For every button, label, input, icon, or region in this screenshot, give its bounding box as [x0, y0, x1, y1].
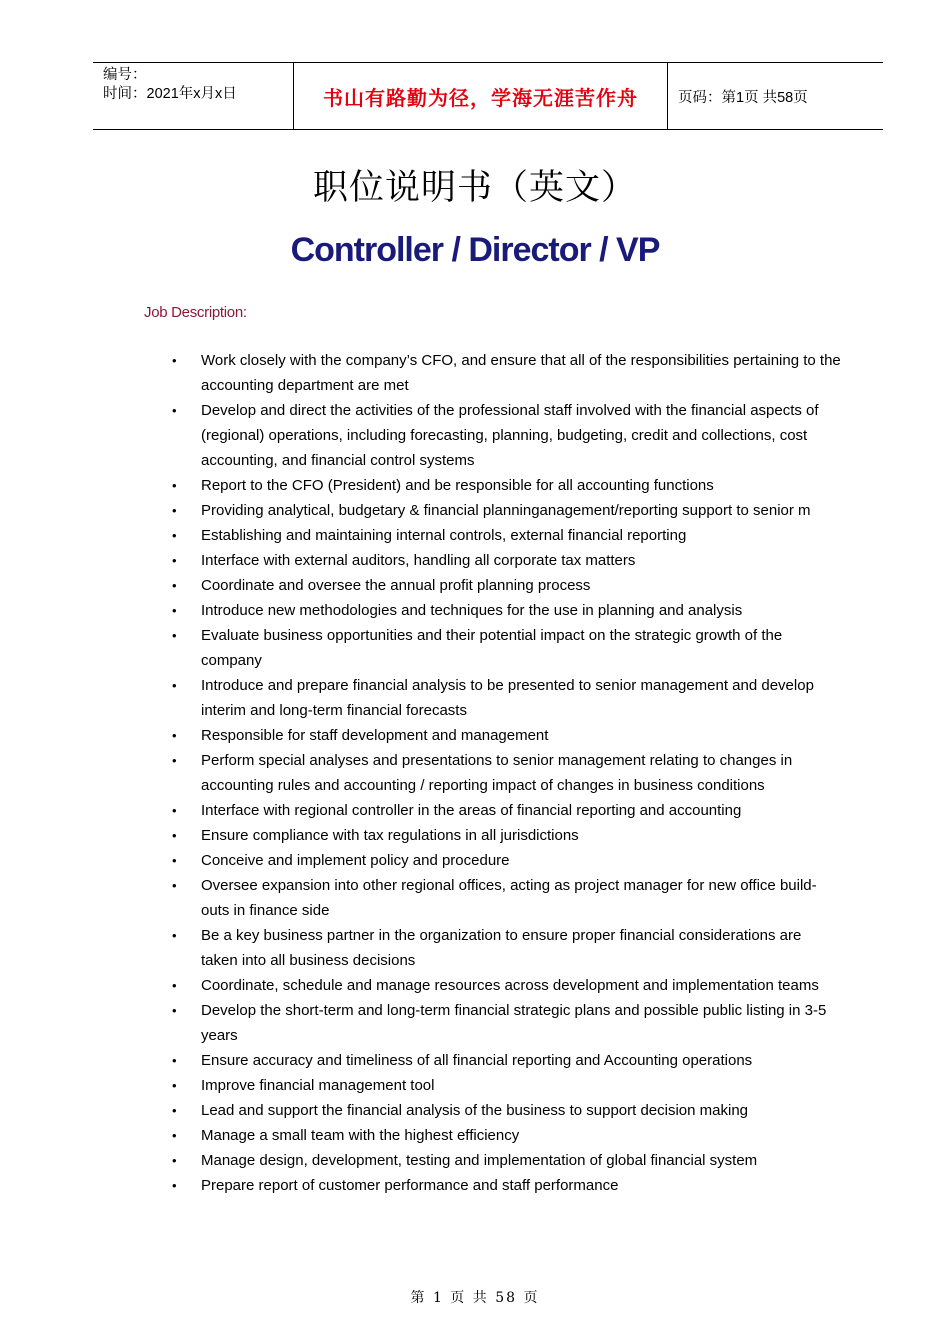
list-item-text: Oversee expansion into other regional offices, acting as project manager for new office build-outs in finance side: [201, 877, 817, 919]
bullet-icon: •: [172, 978, 177, 993]
list-item: [172, 1073, 842, 1098]
list-item: [172, 523, 842, 548]
document-time-label: 时间：2021年x月x日: [103, 86, 237, 102]
bullet-icon: •: [172, 1103, 177, 1118]
page-title-chinese: 职位说明书（英文）: [312, 168, 637, 208]
list-item: [172, 598, 842, 623]
bullet-icon: •: [172, 803, 177, 818]
list-item-text: Coordinate, schedule and manage resources across development and implementation teams: [201, 977, 819, 994]
bullet-icon: •: [172, 528, 177, 543]
list-item: [172, 348, 842, 398]
bullet-icon: •: [172, 1053, 177, 1068]
list-item: [172, 473, 842, 498]
list-item: [172, 573, 842, 598]
bullet-icon: •: [172, 628, 177, 643]
bullet-icon: •: [172, 503, 177, 518]
bullet-icon: •: [172, 1003, 177, 1018]
bullet-icon: •: [172, 403, 177, 418]
list-item: [172, 498, 842, 523]
list-item-text: Evaluate business opportunities and their potential impact on the strategic growth of the company: [201, 627, 783, 669]
list-item: [172, 723, 842, 748]
bullet-icon: •: [172, 1078, 177, 1093]
list-item-text: Introduce and prepare financial analysis to be presented to senior management and develop interim and long-term financial forecasts: [201, 677, 814, 719]
list-item-text: Providing analytical, budgetary & financial planninganagement/reporting support to senior m: [201, 502, 811, 519]
job-description-list: [172, 348, 842, 1198]
document-header: [93, 62, 883, 130]
list-item-text: Establishing and maintaining internal controls, external financial reporting: [201, 527, 687, 544]
list-item-text: Prepare report of customer performance and staff performance: [201, 1177, 619, 1194]
header-page-cell: [668, 63, 883, 129]
list-item-text: Interface with regional controller in the areas of financial reporting and accounting: [201, 802, 742, 819]
bullet-icon: •: [172, 853, 177, 868]
list-item: [172, 623, 842, 673]
header-motto-cell: [294, 63, 668, 129]
list-item-text: Manage design, development, testing and implementation of global financial system: [201, 1152, 758, 1169]
list-item-text: Improve financial management tool: [201, 1077, 435, 1094]
list-item-text: Work closely with the company’s CFO, and ensure that all of the responsibilities pertaining to the accounting department are met: [201, 352, 841, 394]
list-item: [172, 848, 842, 873]
list-item: [172, 748, 842, 798]
list-item-text: Report to the CFO (President) and be responsible for all accounting functions: [201, 477, 714, 494]
bullet-icon: •: [172, 1128, 177, 1143]
bullet-icon: •: [172, 928, 177, 943]
bullet-icon: •: [172, 1178, 177, 1193]
list-item-text: Manage a small team with the highest efficiency: [201, 1127, 520, 1144]
header-motto: 书山有路勤为径，学海无涯苦作舟: [323, 85, 638, 110]
bullet-icon: •: [172, 353, 177, 368]
list-item: [172, 998, 842, 1048]
bullet-icon: •: [172, 678, 177, 693]
list-item-text: Conceive and implement policy and procedure: [201, 852, 510, 869]
list-item: [172, 673, 842, 723]
list-item: [172, 1123, 842, 1148]
list-item-text: Ensure compliance with tax regulations in all jurisdictions: [201, 827, 579, 844]
list-item-text: Be a key business partner in the organization to ensure proper financial considerations are taken into all business decisions: [201, 927, 802, 969]
list-item-text: Responsible for staff development and management: [201, 727, 549, 744]
document-number-label: 编号：: [103, 67, 147, 83]
list-item: [172, 398, 842, 473]
bullet-icon: •: [172, 728, 177, 743]
list-item-text: Coordinate and oversee the annual profit planning process: [201, 577, 591, 594]
list-item: [172, 973, 842, 998]
bullet-icon: •: [172, 753, 177, 768]
list-item: [172, 798, 842, 823]
bullet-icon: •: [172, 828, 177, 843]
list-item: [172, 1048, 842, 1073]
bullet-icon: •: [172, 553, 177, 568]
list-item-text: Develop and direct the activities of the professional staff involved with the financial aspects of (regional) operations, including forecasting, planning, budgeting, credit and collections, cost accounting, and financial control systems: [201, 402, 819, 469]
list-item-text: Interface with external auditors, handling all corporate tax matters: [201, 552, 636, 569]
list-item: [172, 1173, 842, 1198]
list-item-text: Lead and support the financial analysis of the business to support decision making: [201, 1102, 749, 1119]
bullet-icon: •: [172, 878, 177, 893]
list-item-text: Perform special analyses and presentations to senior management relating to changes in accounting rules and accounting / reporting impact of changes in business conditions: [201, 752, 793, 794]
list-item-text: Develop the short-term and long-term financial strategic plans and possible public listing in 3-5 years: [201, 1002, 827, 1044]
list-item: [172, 548, 842, 573]
list-item: [172, 1098, 842, 1123]
bullet-icon: •: [172, 1153, 177, 1168]
job-description-heading: Job Description:: [144, 304, 247, 321]
list-item: [172, 1148, 842, 1173]
bullet-icon: •: [172, 478, 177, 493]
bullet-icon: •: [172, 578, 177, 593]
list-item: [172, 923, 842, 973]
header-info-cell: [93, 63, 294, 129]
list-item: [172, 823, 842, 848]
page-footer: 第 1 页 共 58 页: [410, 1290, 540, 1306]
list-item: [172, 873, 842, 923]
header-page-label: 页码：第1页 共58页: [678, 89, 808, 106]
bullet-icon: •: [172, 603, 177, 618]
list-item-text: Introduce new methodologies and techniques for the use in planning and analysis: [201, 602, 743, 619]
list-item-text: Ensure accuracy and timeliness of all financial reporting and Accounting operations: [201, 1052, 753, 1069]
page-title-english: Controller / Director / VP: [290, 231, 660, 269]
